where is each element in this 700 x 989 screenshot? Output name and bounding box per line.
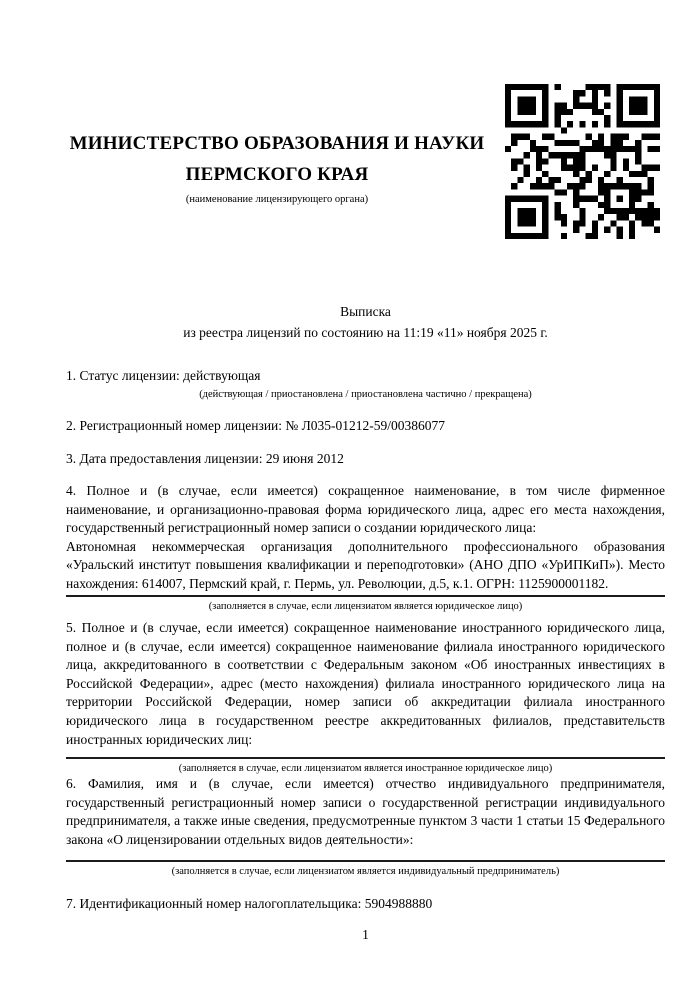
ministry-header: [66, 128, 488, 206]
licensing-authority-caption: (наименование лицензирующего органа): [185, 194, 369, 205]
item-individual-entrepreneur: [66, 775, 665, 878]
foreign-entity-field-line: [66, 757, 665, 759]
foreign-entity-caption: (заполняется в случае, если лицензиатом является иностранное юридическое лицо): [178, 763, 553, 775]
foreign-entity-label: 5. Полное и (в случае, если имеется) сокращенное наименование иностранного юридического лица, полное и (в случае, если имеется) сокращенное наименование филиала иностранного юридического лица, аккредитованного в соответствии с Федеральным законом «Об иностранных инвестициях в Российской Федерации», адрес (место нахождения) филиала иностранного юридического лица на территории Российской Федерации, номер записи об аккредитации филиала иностранного юридического лица в государственном реестре аккредитованных филиалов, представительств иностранных юридических лиц:: [66, 620, 665, 747]
title-line1: Выписка: [340, 304, 391, 319]
license-status-text: 1. Статус лицензии: действующая: [66, 368, 261, 383]
item-taxpayer-number: [66, 895, 665, 914]
legal-entity-caption: (заполняется в случае, если лицензиатом является юридическое лицо): [208, 600, 523, 612]
item-legal-entity: [66, 482, 665, 613]
ministry-name-line1: МИНИСТЕРСТВО ОБРАЗОВАНИЯ И НАУКИ: [69, 133, 485, 154]
title-line2: из реестра лицензий по состоянию на 11:19 «11» ноября 2025 г.: [183, 325, 548, 340]
ministry-name-line2: ПЕРМСКОГО КРАЯ: [185, 164, 369, 185]
legal-entity-value: Автономная некоммерческая организация дополнительного профессионального образования «Уральский институт повышения квалификации и переподготовки» (АНО ДПО «УрИПКиП»). Место нахождения: 614007, Пермский край, г. Пермь, ул. Революции, д.5, к.1. ОГРН: 1125900001182.: [66, 538, 665, 591]
qr-code: [505, 84, 660, 239]
legal-entity-field-line: [66, 595, 665, 597]
document-title: [66, 301, 665, 343]
individual-entrepreneur-field-line: [66, 860, 665, 862]
item-license-status: [66, 367, 665, 401]
individual-entrepreneur-label: 6. Фамилия, имя и (в случае, если имеется) отчество индивидуального предпринимателя, государственный регистрационный номер записи о государственной регистрации индивидуального предпринимателя, а также иные сведения, предусмотренные пунктом 3 части 1 статьи 15 Федерального закона «О лицензировании отдельных видов деятельности»:: [66, 776, 665, 847]
item-registration-number: [66, 417, 665, 436]
item-grant-date: [66, 450, 665, 469]
item-foreign-entity: [66, 619, 665, 775]
page-number: 1: [362, 927, 369, 942]
registration-number-text: 2. Регистрационный номер лицензии: № Л035-01212-59/00386077: [66, 418, 446, 433]
legal-entity-label: 4. Полное и (в случае, если имеется) сокращенное наименование, в том числе фирменное наименование, и организационно-правовая форма юридического лица, адрес его места нахождения, государственный регистрационный номер записи о создании юридического лица:: [66, 483, 665, 536]
license-status-options-caption: (действующая / приостановлена / приостановлена частично / прекращена): [199, 388, 532, 400]
grant-date-text: 3. Дата предоставления лицензии: 29 июня 2012: [66, 451, 344, 466]
taxpayer-number-text: 7. Идентификационный номер налогоплательщика: 5904988880: [66, 896, 433, 911]
individual-entrepreneur-caption: (заполняется в случае, если лицензиатом является индивидуальный предприниматель): [171, 866, 560, 878]
